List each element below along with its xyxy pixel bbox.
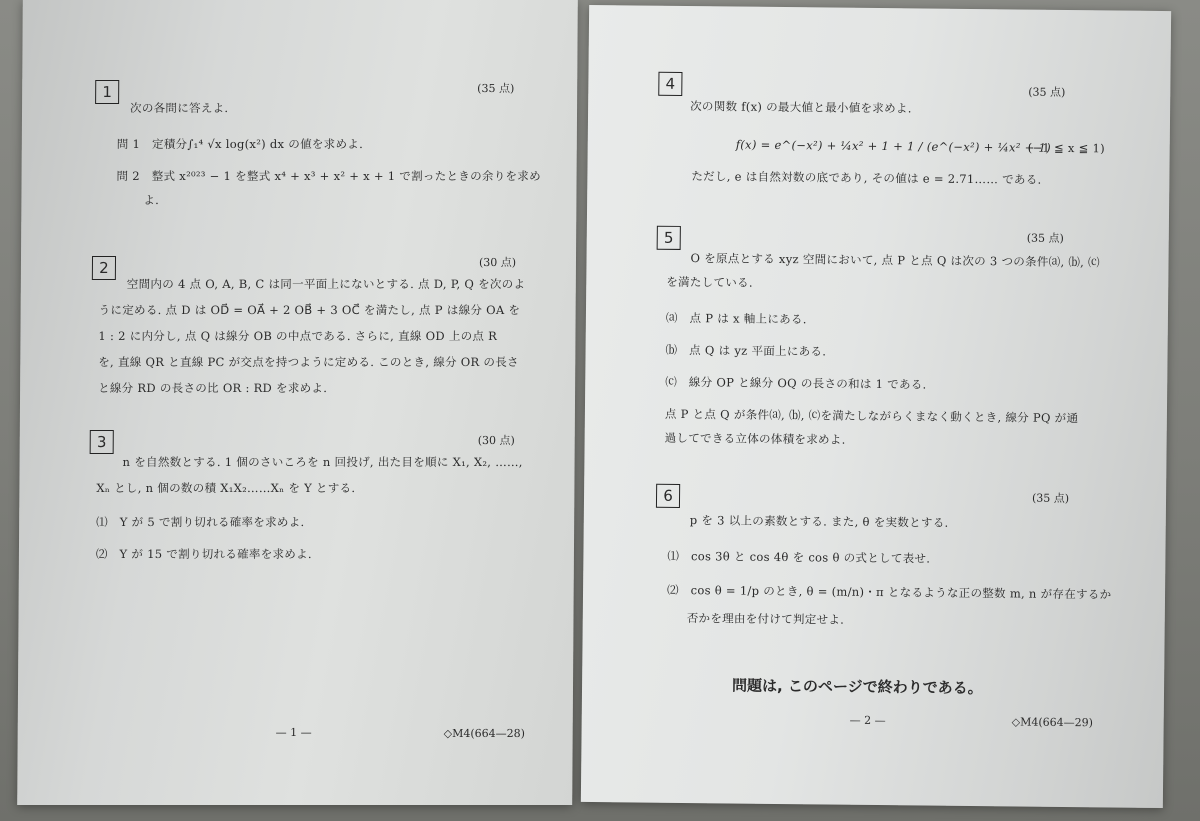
question-6-line-1: p を 3 以上の素数とする. また, θ を実数とする. <box>689 513 949 530</box>
question-2-points: (30 点) <box>478 256 517 269</box>
page-number: — 1 — <box>275 726 312 739</box>
question-5-line-2: を満たしている. <box>666 274 753 290</box>
page-1-sheet <box>17 0 578 805</box>
question-1-part-2-line-1: 問 2 整式 x²⁰²³ − 1 を整式 x⁴ + x³ + x² + x + 1 で割ったときの余りを求め <box>116 169 541 183</box>
question-2-line-4: を, 直線 QR と直線 PC が交点を持つように定める. このとき, 線分 OR の長さ <box>98 355 519 369</box>
question-4-note: ただし, e は自然対数の底であり, その値は e = 2.71…… である. <box>691 169 1042 187</box>
page-code: ◇M4(664—28) <box>443 727 526 740</box>
page-2-sheet <box>581 5 1171 808</box>
question-5-cond-a: ⒜ 点 P は x 軸上にある. <box>665 310 807 327</box>
question-5-points: (35 点) <box>1026 231 1064 245</box>
question-1-number: 1 <box>95 80 119 104</box>
question-5-line-3: 点 P と点 Q が条件⒜, ⒝, ⒞を満たしながらくまなく動くとき, 線分 PQ が通 <box>664 406 1079 426</box>
question-5-cond-b: ⒝ 点 Q は yz 平面上にある. <box>665 342 827 359</box>
question-2-number: 2 <box>92 256 116 280</box>
question-3-line-1: n を自然数とする. 1 個のさいころを n 回投げ, 出た目を順に X₁, X₂, ……, <box>122 455 523 469</box>
question-6-sub-2-line-2: 否かを理由を付けて判定せよ. <box>686 611 845 627</box>
question-5-line-4: 過してできる立体の体積を求めよ. <box>664 430 846 447</box>
question-4-points: (35 点) <box>1028 85 1066 99</box>
question-1-part-1: 問 1 定積分∫₁⁴ √x log(x²) dx の値を求めよ. <box>116 137 364 151</box>
question-4-number: 4 <box>658 72 682 96</box>
question-3-sub-2: ⑵ Y が 15 で割り切れる確率を求めよ. <box>95 547 312 561</box>
question-2-line-2: うに定める. 点 D は OD⃗ = OA⃗ + 2 OB⃗ + 3 OC⃗ を満たし, 点 P は線分 OA を <box>98 303 521 317</box>
question-2-line-3: 1 : 2 に内分し, 点 Q は線分 OB の中点である. さらに, 直線 OD 上の点 R <box>98 329 498 343</box>
question-1-points: (35 点) <box>477 82 515 95</box>
question-3-number: 3 <box>90 430 114 454</box>
closing-statement: 問題は, このページで終わりである。 <box>731 676 983 698</box>
question-1-part-2-line-2: よ. <box>143 193 160 207</box>
question-6-number: 6 <box>656 484 680 508</box>
question-6-points: (35 点) <box>1031 491 1070 506</box>
question-2-line-1: 空間内の 4 点 O, A, B, C は同一平面上にないとする. 点 D, P, Q を次のよ <box>126 277 526 291</box>
question-4-formula: f(x) = e^(−x²) + ¼x² + 1 + 1 / (e^(−x²) + ¼x² + 1) <box>735 137 1052 155</box>
question-1-intro: 次の各問に答えよ. <box>130 101 229 115</box>
question-5-line-1: O を原点とする xyz 空間において, 点 P と点 Q は次の 3 つの条件⒜, ⒝, ⒞ <box>690 251 1100 270</box>
question-5-number: 5 <box>657 226 681 250</box>
question-6-sub-2-line-1: ⑵ cos θ = 1/p のとき, θ = (m/n)・π となるような正の整数 m, n が存在するか <box>666 582 1112 602</box>
question-4-range: (−1 ≦ x ≦ 1) <box>1027 140 1106 156</box>
question-3-sub-1: ⑴ Y が 5 で割り切れる確率を求めよ. <box>96 515 305 529</box>
page-number: — 2 — <box>849 713 886 728</box>
question-5-cond-c: ⒞ 線分 OP と線分 OQ の長さの和は 1 である. <box>665 374 927 392</box>
question-6-sub-1: ⑴ cos 3θ と cos 4θ を cos θ の式として表せ. <box>667 548 931 566</box>
question-3-points: (30 点) <box>477 434 515 447</box>
page-code: ◇M4(664—29) <box>1011 715 1094 730</box>
question-2-line-5: と線分 RD の長さの比 OR : RD を求めよ. <box>98 381 328 395</box>
question-3-line-2: Xₙ とし, n 個の数の積 X₁X₂……Xₙ を Y とする. <box>96 481 356 495</box>
question-4-intro: 次の関数 f(x) の最大値と最小値を求めよ. <box>690 99 912 116</box>
